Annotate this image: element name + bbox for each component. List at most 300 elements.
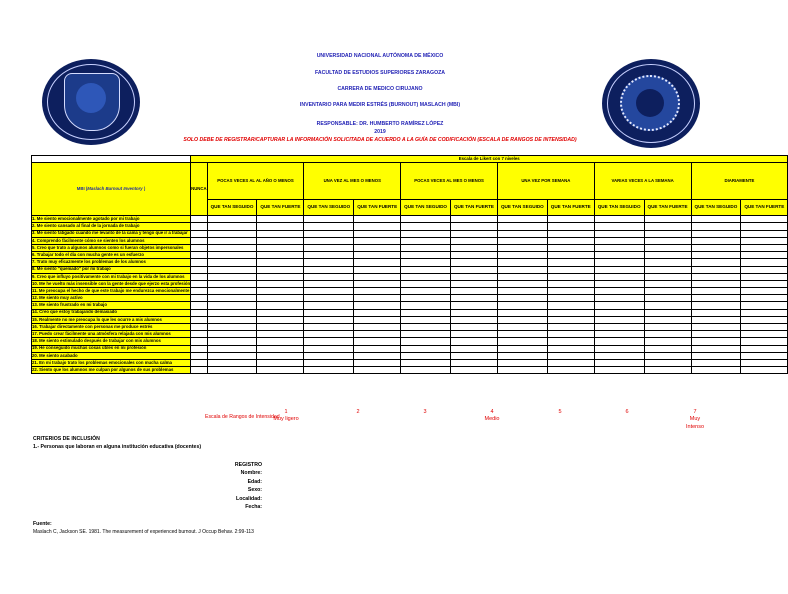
response-cell[interactable] [207,338,257,345]
response-cell[interactable] [257,352,304,359]
response-cell[interactable] [547,367,594,374]
response-cell[interactable] [191,288,208,295]
response-cell[interactable] [401,223,451,230]
response-cell[interactable] [547,273,594,280]
item-label: 5. Creo que trato a algunos alumnos como si fueran objetos impersonales [32,244,191,251]
response-cell[interactable] [191,223,208,230]
response-cell[interactable] [207,295,257,302]
response-cell[interactable] [354,359,401,366]
response-cell[interactable] [547,338,594,345]
response-cell[interactable] [354,252,401,259]
response-cell[interactable] [191,259,208,266]
response-cell[interactable] [207,367,257,374]
response-cell[interactable] [547,266,594,273]
response-cell[interactable] [644,230,691,237]
response-cell[interactable] [450,316,497,323]
response-cell[interactable] [691,273,741,280]
response-cell[interactable] [207,266,257,273]
response-cell[interactable] [547,230,594,237]
response-cell[interactable] [547,324,594,331]
response-cell[interactable] [644,338,691,345]
response-cell[interactable] [644,309,691,316]
response-cell[interactable] [644,324,691,331]
instruction-line: SOLO DEBE DE REGISTRAR/CAPTURAR LA INFORMACIÓN SOLICITADA DE ACUERDO A LA GUÍA DE CODIFICACIÓN (ESCALA DE RANGOS DE INTENSIDAD) [183,137,577,143]
response-cell[interactable] [691,280,741,287]
response-cell[interactable] [450,345,497,352]
response-cell[interactable] [450,266,497,273]
response-cell[interactable] [191,216,208,223]
response-cell[interactable] [691,316,741,323]
response-cell[interactable] [741,252,788,259]
response-cell[interactable] [450,331,497,338]
response-cell[interactable] [304,367,354,374]
response-cell[interactable] [207,223,257,230]
response-cell[interactable] [691,259,741,266]
response-cell[interactable] [257,237,304,244]
response-cell[interactable] [450,237,497,244]
response-cell[interactable] [741,331,788,338]
response-cell[interactable] [644,288,691,295]
response-cell[interactable] [594,359,644,366]
response-cell[interactable] [594,316,644,323]
response-cell[interactable] [207,352,257,359]
response-cell[interactable] [304,223,354,230]
response-cell[interactable] [741,244,788,251]
response-cell[interactable] [191,338,208,345]
response-cell[interactable] [497,216,547,223]
response-cell[interactable] [450,223,497,230]
response-cell[interactable] [257,345,304,352]
response-cell[interactable] [691,324,741,331]
response-cell[interactable] [450,338,497,345]
response-cell[interactable] [547,331,594,338]
response-cell[interactable] [644,367,691,374]
response-cell[interactable] [691,309,741,316]
response-cell[interactable] [691,302,741,309]
response-cell[interactable] [594,216,644,223]
response-cell[interactable] [497,273,547,280]
response-cell[interactable] [207,244,257,251]
response-cell[interactable] [304,295,354,302]
response-cell[interactable] [207,302,257,309]
response-cell[interactable] [644,331,691,338]
response-cell[interactable] [257,288,304,295]
response-cell[interactable] [594,244,644,251]
response-cell[interactable] [497,295,547,302]
response-cell[interactable] [191,280,208,287]
response-cell[interactable] [401,259,451,266]
response-cell[interactable] [741,309,788,316]
response-cell[interactable] [354,280,401,287]
response-cell[interactable] [497,359,547,366]
response-cell[interactable] [304,345,354,352]
response-cell[interactable] [257,223,304,230]
response-cell[interactable] [354,316,401,323]
response-cell[interactable] [191,302,208,309]
scale-level-number: 5 [558,409,562,415]
response-cell[interactable] [497,288,547,295]
response-cell[interactable] [594,295,644,302]
response-cell[interactable] [207,288,257,295]
response-cell[interactable] [741,266,788,273]
response-cell[interactable] [191,237,208,244]
response-cell[interactable] [450,295,497,302]
response-cell[interactable] [547,345,594,352]
response-cell[interactable] [450,273,497,280]
response-cell[interactable] [497,259,547,266]
response-cell[interactable] [497,352,547,359]
response-cell[interactable] [547,359,594,366]
response-cell[interactable] [497,338,547,345]
response-cell[interactable] [594,237,644,244]
response-cell[interactable] [547,309,594,316]
response-cell[interactable] [354,216,401,223]
response-cell[interactable] [354,230,401,237]
response-cell[interactable] [547,288,594,295]
response-cell[interactable] [594,367,644,374]
response-cell[interactable] [741,345,788,352]
response-cell[interactable] [354,259,401,266]
response-cell[interactable] [304,230,354,237]
response-cell[interactable] [304,252,354,259]
response-cell[interactable] [257,302,304,309]
response-cell[interactable] [207,359,257,366]
response-cell[interactable] [741,324,788,331]
response-cell[interactable] [644,237,691,244]
response-cell[interactable] [354,324,401,331]
response-cell[interactable] [547,316,594,323]
response-cell[interactable] [354,288,401,295]
response-cell[interactable] [497,252,547,259]
response-cell[interactable] [354,302,401,309]
response-cell[interactable] [594,324,644,331]
response-cell[interactable] [207,273,257,280]
item-label: 3. Me siento fatigado cuando me levanto de la cama y tengo que ir a trabajar [32,230,191,237]
response-cell[interactable] [594,259,644,266]
subheader-que-tan-fuerte: QUE TAN FUERTE [450,200,497,216]
response-cell[interactable] [207,280,257,287]
response-cell[interactable] [401,230,451,237]
response-cell[interactable] [644,223,691,230]
response-cell[interactable] [354,352,401,359]
response-cell[interactable] [354,295,401,302]
response-cell[interactable] [207,331,257,338]
response-cell[interactable] [401,338,451,345]
response-cell[interactable] [401,288,451,295]
response-cell[interactable] [354,237,401,244]
response-cell[interactable] [497,331,547,338]
response-cell[interactable] [450,367,497,374]
response-cell[interactable] [257,216,304,223]
response-cell[interactable] [644,244,691,251]
response-cell[interactable] [401,244,451,251]
response-cell[interactable] [547,244,594,251]
response-cell[interactable] [497,345,547,352]
response-cell[interactable] [741,259,788,266]
response-cell[interactable] [191,273,208,280]
response-cell[interactable] [497,280,547,287]
response-cell[interactable] [257,252,304,259]
response-cell[interactable] [594,266,644,273]
response-cell[interactable] [207,324,257,331]
response-cell[interactable] [354,309,401,316]
response-cell[interactable] [354,223,401,230]
response-cell[interactable] [354,273,401,280]
response-cell[interactable] [207,259,257,266]
response-cell[interactable] [257,359,304,366]
response-cell[interactable] [497,266,547,273]
response-cell[interactable] [547,259,594,266]
response-cell[interactable] [594,288,644,295]
response-cell[interactable] [207,252,257,259]
response-cell[interactable] [257,309,304,316]
instrument-name: INVENTARIO PARA MEDIR ESTRÉS (BURNOUT) MASLACH (MBI) [299,102,461,108]
response-cell[interactable] [450,216,497,223]
response-cell[interactable] [644,352,691,359]
response-cell[interactable] [691,288,741,295]
response-cell[interactable] [401,331,451,338]
response-cell[interactable] [691,295,741,302]
response-cell[interactable] [547,223,594,230]
response-cell[interactable] [594,273,644,280]
response-cell[interactable] [497,230,547,237]
registro-field: Localidad: [236,495,262,502]
response-cell[interactable] [691,216,741,223]
response-cell[interactable] [257,316,304,323]
response-cell[interactable] [691,331,741,338]
response-cell[interactable] [257,259,304,266]
response-cell[interactable] [191,352,208,359]
response-cell[interactable] [450,359,497,366]
response-cell[interactable] [497,244,547,251]
response-cell[interactable] [191,359,208,366]
response-cell[interactable] [741,352,788,359]
response-cell[interactable] [304,280,354,287]
response-cell[interactable] [401,237,451,244]
response-cell[interactable] [304,316,354,323]
response-cell[interactable] [401,216,451,223]
response-cell[interactable] [401,324,451,331]
response-cell[interactable] [450,309,497,316]
criteria-item: 1.- Personas que laboran en alguna institución educativa (docentes) [33,444,202,450]
response-cell[interactable] [547,295,594,302]
response-cell[interactable] [401,309,451,316]
response-cell[interactable] [304,216,354,223]
response-cell[interactable] [354,367,401,374]
response-cell[interactable] [644,273,691,280]
response-cell[interactable] [450,352,497,359]
response-cell[interactable] [191,230,208,237]
response-cell[interactable] [354,345,401,352]
response-cell[interactable] [691,266,741,273]
response-cell[interactable] [450,259,497,266]
response-cell[interactable] [304,302,354,309]
response-cell[interactable] [594,345,644,352]
response-cell[interactable] [450,244,497,251]
response-cell[interactable] [497,302,547,309]
response-cell[interactable] [191,244,208,251]
response-cell[interactable] [257,367,304,374]
response-cell[interactable] [741,295,788,302]
response-cell[interactable] [644,316,691,323]
response-cell[interactable] [257,266,304,273]
subheader-que-tan-fuerte: QUE TAN FUERTE [644,200,691,216]
response-cell[interactable] [191,324,208,331]
response-cell[interactable] [401,345,451,352]
response-cell[interactable] [691,223,741,230]
mbi-title-prefix: MBI ( [76,185,88,191]
mbi-title-italic: Maslach Burnout Inventory [87,185,143,191]
response-cell[interactable] [497,316,547,323]
response-cell[interactable] [401,266,451,273]
response-cell[interactable] [691,367,741,374]
response-cell[interactable] [304,324,354,331]
response-cell[interactable] [354,338,401,345]
response-cell[interactable] [304,237,354,244]
response-cell[interactable] [257,331,304,338]
response-cell[interactable] [304,352,354,359]
response-cell[interactable] [497,237,547,244]
response-cell[interactable] [207,216,257,223]
response-cell[interactable] [594,230,644,237]
response-cell[interactable] [401,280,451,287]
response-cell[interactable] [741,316,788,323]
response-cell[interactable] [741,367,788,374]
response-cell[interactable] [450,230,497,237]
response-cell[interactable] [741,237,788,244]
response-cell[interactable] [304,309,354,316]
response-cell[interactable] [401,302,451,309]
response-cell[interactable] [644,280,691,287]
response-cell[interactable] [207,230,257,237]
response-cell[interactable] [401,295,451,302]
response-cell[interactable] [450,252,497,259]
response-cell[interactable] [594,309,644,316]
response-cell[interactable] [191,316,208,323]
response-cell[interactable] [691,345,741,352]
response-cell[interactable] [497,309,547,316]
response-cell[interactable] [401,352,451,359]
response-cell[interactable] [644,266,691,273]
response-cell[interactable] [741,273,788,280]
response-cell[interactable] [304,331,354,338]
response-cell[interactable] [257,280,304,287]
response-cell[interactable] [644,259,691,266]
table-row [32,280,788,287]
response-cell[interactable] [594,352,644,359]
response-cell[interactable] [304,259,354,266]
response-cell[interactable] [594,338,644,345]
response-cell[interactable] [644,302,691,309]
response-cell[interactable] [191,266,208,273]
response-cell[interactable] [741,280,788,287]
response-cell[interactable] [304,359,354,366]
response-cell[interactable] [741,338,788,345]
response-cell[interactable] [547,237,594,244]
response-cell[interactable] [741,359,788,366]
response-cell[interactable] [401,316,451,323]
response-cell[interactable] [497,324,547,331]
response-cell[interactable] [257,295,304,302]
response-cell[interactable] [547,280,594,287]
response-cell[interactable] [594,280,644,287]
response-cell[interactable] [401,252,451,259]
response-cell[interactable] [257,244,304,251]
response-cell[interactable] [450,280,497,287]
response-cell[interactable] [741,230,788,237]
response-cell[interactable] [207,309,257,316]
response-cell[interactable] [594,252,644,259]
response-cell[interactable] [354,331,401,338]
response-cell[interactable] [257,324,304,331]
response-cell[interactable] [644,252,691,259]
response-cell[interactable] [450,302,497,309]
response-cell[interactable] [191,367,208,374]
response-cell[interactable] [741,302,788,309]
response-cell[interactable] [547,252,594,259]
response-cell[interactable] [191,345,208,352]
response-cell[interactable] [594,302,644,309]
response-cell[interactable] [691,359,741,366]
response-cell[interactable] [207,237,257,244]
response-cell[interactable] [401,359,451,366]
response-cell[interactable] [354,266,401,273]
response-cell[interactable] [691,352,741,359]
response-cell[interactable] [304,338,354,345]
response-cell[interactable] [304,273,354,280]
response-cell[interactable] [547,352,594,359]
response-cell[interactable] [497,367,547,374]
response-cell[interactable] [401,273,451,280]
response-cell[interactable] [450,324,497,331]
response-cell[interactable] [594,223,644,230]
scale-label: Escala de Rangos de Intensidad [205,414,280,420]
response-cell[interactable] [191,331,208,338]
response-cell[interactable] [691,237,741,244]
response-cell[interactable] [741,223,788,230]
response-cell[interactable] [497,223,547,230]
response-cell[interactable] [691,338,741,345]
response-cell[interactable] [741,288,788,295]
response-cell[interactable] [304,288,354,295]
response-cell[interactable] [401,367,451,374]
response-cell[interactable] [644,216,691,223]
response-cell[interactable] [304,266,354,273]
response-cell[interactable] [547,216,594,223]
response-cell[interactable] [207,316,257,323]
response-cell[interactable] [450,288,497,295]
response-cell[interactable] [191,252,208,259]
response-cell[interactable] [644,345,691,352]
response-cell[interactable] [691,244,741,251]
response-cell[interactable] [354,244,401,251]
response-cell[interactable] [594,331,644,338]
response-cell[interactable] [207,345,257,352]
response-cell[interactable] [257,338,304,345]
response-cell[interactable] [191,295,208,302]
response-cell[interactable] [304,244,354,251]
subheader-que-tan-fuerte: QUE TAN FUERTE [741,200,788,216]
response-cell[interactable] [644,359,691,366]
response-cell[interactable] [257,230,304,237]
response-cell[interactable] [691,252,741,259]
response-cell[interactable] [547,302,594,309]
response-cell[interactable] [691,230,741,237]
response-cell[interactable] [741,216,788,223]
response-cell[interactable] [644,295,691,302]
response-cell[interactable] [257,273,304,280]
response-cell[interactable] [191,309,208,316]
